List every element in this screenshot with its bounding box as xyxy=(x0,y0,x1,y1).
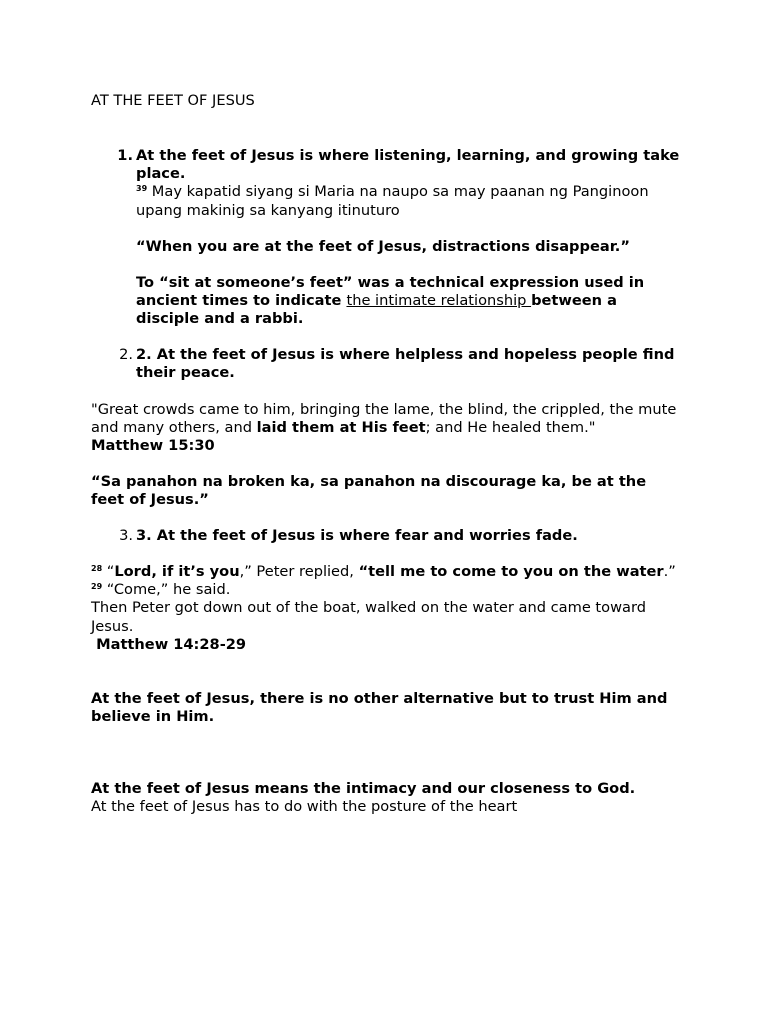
matthew-14-28-29-ref: Matthew 14:28-29 xyxy=(91,635,247,653)
verse-number-28: 28 xyxy=(91,564,103,573)
intimate-relationship-underlined: the intimate relationship xyxy=(346,292,532,310)
para-text-before: To “sit at someone’s feet” was a technical expression used in ancient times to indicate xyxy=(136,274,645,310)
para-text-after: between a disciple and a rabbi. xyxy=(136,292,617,328)
laid-at-feet-bold: laid them at His feet xyxy=(256,419,426,437)
list-number-2: 2. xyxy=(119,346,133,363)
item-3-heading: 3. At the feet of Jesus is where fear and worries fade. xyxy=(136,527,578,544)
verse-29 xyxy=(91,581,681,599)
verse-28-end: .” xyxy=(663,563,676,580)
lord-if-its-you: Lord, if it’s you xyxy=(114,563,240,580)
trust-paragraph: At the feet of Jesus, there is no other alternative but to trust Him and believe in Him. xyxy=(91,690,668,726)
document-title: AT THE FEET OF JESUS xyxy=(91,92,255,109)
broken-quote: “Sa panahon na broken ka, sa panahon na discourage ka, be at the feet of Jesus.” xyxy=(91,473,647,509)
verse-28-open: “ xyxy=(102,563,115,580)
crowds-text-before: "Great crowds came to him, bringing the lame, the blind, the crippled, the mute and many others, and xyxy=(91,401,677,437)
list-number-1: 1. xyxy=(117,147,133,164)
verse-39 xyxy=(136,183,681,219)
crowds-paragraph xyxy=(91,401,681,456)
verse-29-text: “Come,” he said. xyxy=(102,581,231,599)
closing-section xyxy=(91,780,681,816)
closing-bold-line: At the feet of Jesus means the intimacy and our closeness to God. xyxy=(91,780,636,797)
verse-28 xyxy=(91,563,681,581)
closing-text-line: At the feet of Jesus has to do with the posture of the heart xyxy=(91,798,518,816)
verse-number-39: 39 xyxy=(136,184,148,194)
verse-39-text: May kapatid siyang si Maria na naupo sa may paanan ng Panginoon upang makinig sa kanyang itinuturo xyxy=(136,183,649,219)
crowds-text xyxy=(91,401,681,437)
crowds-text-after: ; and He healed them." xyxy=(425,419,596,437)
technical-expression-paragraph xyxy=(136,274,681,329)
item-1-heading: At the feet of Jesus is where listening, learning, and growing take place. xyxy=(136,147,680,183)
verse-number-29: 29 xyxy=(91,582,103,592)
distractions-quote: “When you are at the feet of Jesus, distractions disappear.” xyxy=(136,237,630,255)
item-2-heading: 2. At the feet of Jesus is where helpless and hopeless people find their peace. xyxy=(136,346,675,382)
peter-passage xyxy=(91,563,681,654)
matthew-15-30-ref: Matthew 15:30 xyxy=(91,437,215,455)
then-peter-text: Then Peter got down out of the boat, walked on the water and came toward Jesus. xyxy=(91,599,646,635)
tell-me-to-come: “tell me to come to you on the water xyxy=(358,563,664,580)
list-number-3: 3. xyxy=(119,527,133,544)
list-item-1-content xyxy=(136,147,681,329)
peter-replied: ,” Peter replied, xyxy=(239,563,359,580)
